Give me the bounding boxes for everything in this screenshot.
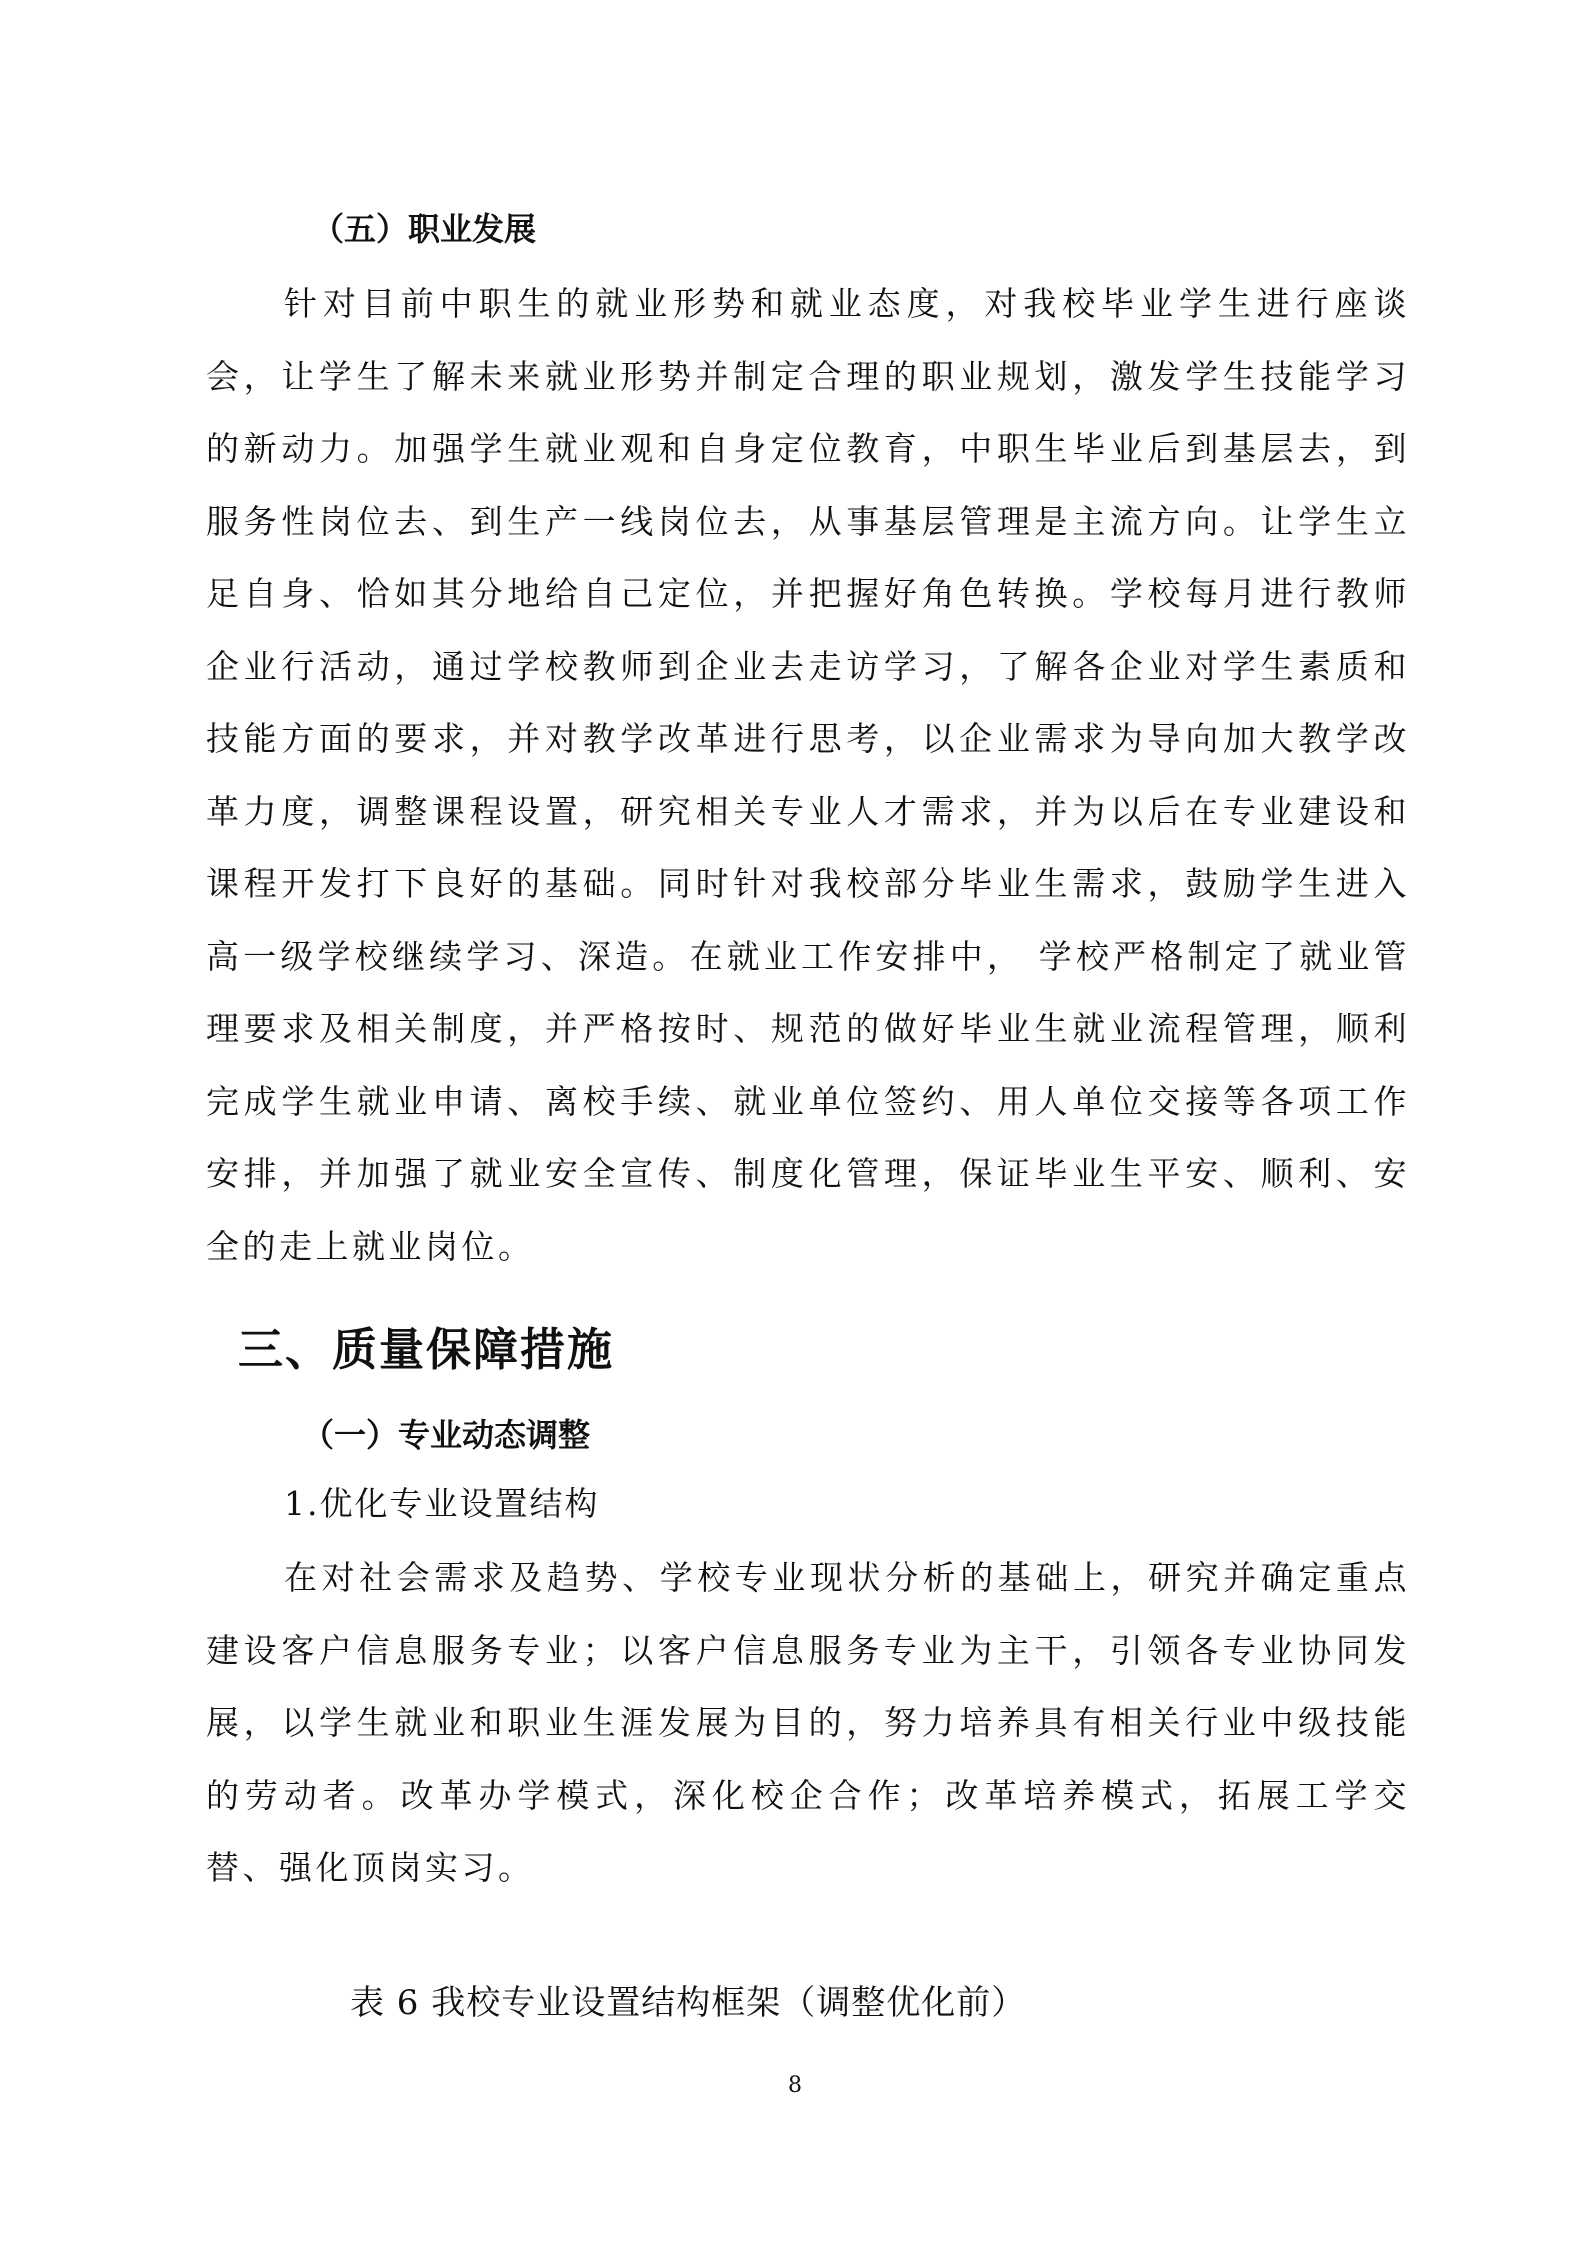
subsection-heading-major-adjustment: （一）专业动态调整: [302, 1416, 591, 1454]
paragraph-optimize-structure: 在对社会需求及趋势、学校专业现状分析的基础上，研究并确定重点建设客户信息服务专业；以客户信息服务专业为主干，引领各专业协同发展，以学生就业和职业生涯发展为目的，努力培养具有相关行业中级技能的劳动者。改革办学模式，深化校企合作；改革培养模式，拓展工学交替、强化顶岗实习。: [206, 1558, 1410, 1887]
table-caption: 表 6 我校专业设置结构框架（调整优化前）: [350, 1983, 1027, 2023]
chapter-heading-quality-assurance: 三、质量保障措施: [238, 1323, 615, 1376]
paragraph-career-development: 针对目前中职生的就业形势和就业态度，对我校毕业学生进行座谈会，让学生了解未来就业形势并制定合理的职业规划，激发学生技能学习的新动力。加强学生就业观和自身定位教育，中职生毕业后到基层去，到服务性岗位去、到生产一线岗位去，从事基层管理是主流方向。让学生立足自身、恰如其分地给自己定位，并把握好角色转换。学校每月进行教师企业行活动，通过学校教师到企业去走访学习，了解各企业对学生素质和技能方面的要求，并对教学改革进行思考，以企业需求为导向加大教学改革力度，调整课程设置，研究相关专业人才需求，并为以后在专业建设和课程开发打下良好的基础。同时针对我校部分毕业生需求，鼓励学生进入高一级学校继续学习、深造。在就业工作安排中， 学校严格制定了就业管理要求及相关制度，并严格按时、规范的做好毕业生就业流程管理，顺利完成学生就业申请、离校手续、就业单位签约、用人单位交接等各项工作安排，并加强了就业安全宣传、制度化管理，保证毕业生平安、顺利、安全的走上就业岗位。: [206, 284, 1410, 1266]
item-heading-optimize-structure: 1.优化专业设置结构: [284, 1484, 600, 1523]
section-heading-career-development: （五）职业发展: [312, 210, 537, 248]
page-number: 8: [788, 2073, 802, 2098]
